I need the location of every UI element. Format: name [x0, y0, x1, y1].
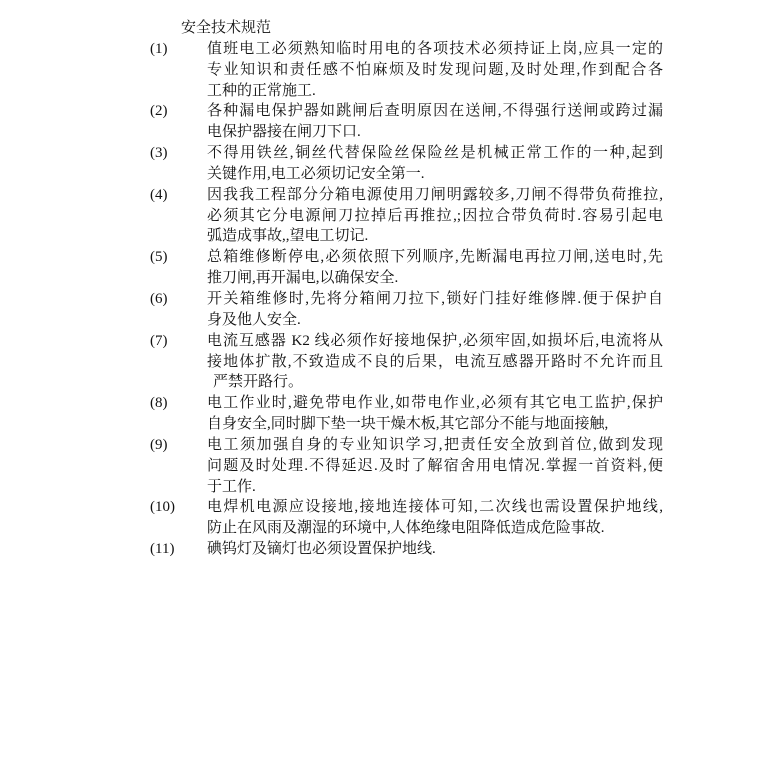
- item-line: 自身安全,同时脚下垫一块干燥木板,其它部分不能与地面接触,: [207, 416, 609, 433]
- item-text: [207, 435, 663, 498]
- item-number: (10): [150, 499, 175, 516]
- item-line: 必须其它分电源闸刀拉掉后再推拉,;因拉合带负荷时.容易引起电: [207, 207, 663, 224]
- list-item-7: [150, 331, 670, 394]
- list-item-3: [150, 143, 670, 185]
- list-item-9: [150, 435, 670, 498]
- item-number: (11): [150, 541, 175, 558]
- item-text: [207, 331, 663, 394]
- item-line: 严禁开路行。: [213, 374, 304, 391]
- item-text: [207, 143, 663, 185]
- item-line: 电工须加强自身的专业知识学习,把责任安全放到首位,做到发现: [207, 436, 663, 453]
- item-line: 因我我工程部分分箱电源使用刀闸明露较多,刀闸不得带负荷推拉,: [207, 186, 663, 203]
- list-item-1: [150, 39, 670, 102]
- list-item-10: [150, 497, 670, 539]
- list-item-11: [150, 539, 670, 560]
- item-number: (8): [150, 395, 168, 412]
- document-page: [150, 18, 670, 560]
- item-number: (7): [150, 332, 168, 349]
- item-line: 防止在风雨及潮湿的环境中,人体绝缘电阻降低造成危险事故.: [207, 520, 605, 537]
- item-text: [207, 101, 663, 143]
- item-number: (5): [150, 249, 168, 266]
- item-line: 碘钨灯及镝灯也必须设置保护地线.: [207, 541, 436, 558]
- item-line: 电焊机电源应设接地,接地连接体可知,二次线也需设置保护地线,: [207, 499, 663, 516]
- item-line: 问题及时处理.不得延迟.及时了解宿舍用电情况.掌握一首资料,便: [207, 457, 663, 474]
- item-text: [207, 393, 663, 435]
- item-line: 推刀闸,再开漏电,以确保安全.: [207, 270, 399, 287]
- item-line: 不得用铁丝,铜丝代替保险丝保险丝是机械正常工作的一种,起到: [207, 145, 663, 162]
- item-number: (6): [150, 290, 168, 307]
- list-item-4: [150, 185, 670, 248]
- list-item-5: [150, 247, 670, 289]
- item-line: 总箱维修断停电,必须依照下列顺序,先断漏电再拉刀闸,送电时,先: [207, 249, 663, 266]
- item-number: (1): [150, 40, 168, 57]
- item-line: 专业知识和责任感不怕麻烦及时发现问题,及时处理,作到配合各: [207, 61, 663, 78]
- item-line: 开关箱维修时,先将分箱闸刀拉下,锁好门挂好维修牌.便于保护自: [207, 290, 663, 307]
- item-line: 于工作.: [207, 478, 256, 495]
- list-item-6: [150, 289, 670, 331]
- item-line: 各种漏电保护器如跳闸后查明原因在送闸,不得强行送闸或跨过漏: [207, 103, 663, 120]
- item-text: [207, 539, 663, 560]
- item-number: (3): [150, 145, 168, 162]
- item-line: 接地体扩散,不致造成不良的后果，电流互感器开路时不允许而且: [207, 353, 663, 370]
- list-item-2: [150, 101, 670, 143]
- item-number: (2): [150, 103, 168, 120]
- item-line: 弧造成事故,,望电工切记.: [207, 228, 369, 245]
- item-text: [207, 289, 663, 331]
- item-text: [207, 39, 663, 102]
- item-line: 工种的正常施工.: [207, 82, 316, 99]
- item-line: 电流互感器 K2 线必须作好接地保护,必须牢固,如损坏后,电流将从: [207, 332, 663, 349]
- item-line: 电保护器接在闸刀下口.: [207, 124, 361, 141]
- item-line: 关键作用,电工必须切记安全第一.: [207, 165, 425, 182]
- item-line: 电工作业时,避免带电作业,如带电作业,必须有其它电工监护,保护: [207, 395, 663, 412]
- item-text: [207, 247, 663, 289]
- list-item-8: [150, 393, 670, 435]
- item-text: [207, 497, 663, 539]
- item-number: (4): [150, 186, 168, 203]
- item-text: [207, 185, 663, 248]
- item-line: 值班电工必须熟知临时用电的各项技术必须持证上岗,应具一定的: [207, 40, 663, 57]
- document-title: 安全技术规范: [181, 20, 272, 36]
- item-number: (9): [150, 436, 168, 453]
- item-line: 身及他人安全.: [207, 311, 301, 328]
